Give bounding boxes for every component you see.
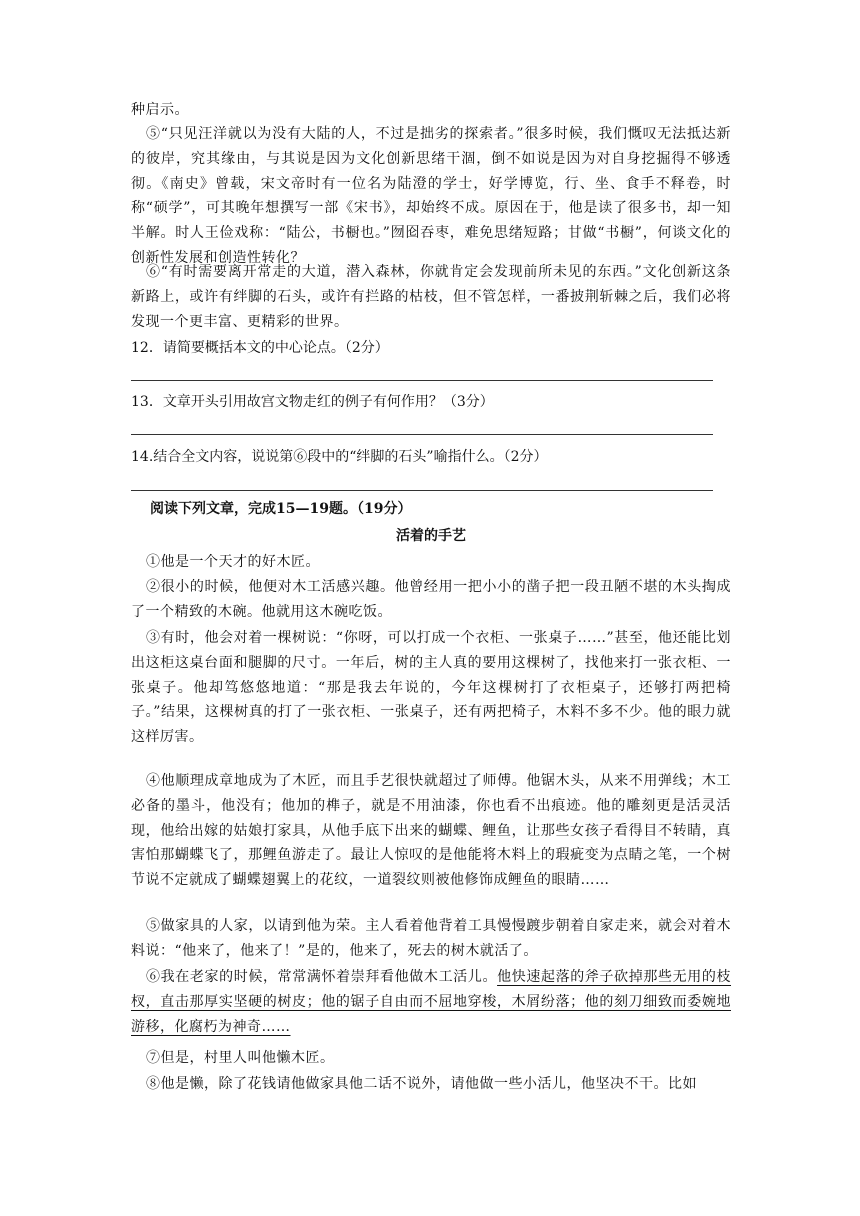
passage1-paragraph-6: ⑥“有时需要离开常走的大道，潜入森林，你就肯定会发现前所未见的东西。”文化创新这条新路上，或许有绊脚的石头，或许有拦路的枯枝，但不管怎样，一番披荆斩棘之后，我们必将发现一个更丰富、更精彩的世界。	[131, 264, 731, 330]
article-paragraph-3: ③有时，他会对着一棵树说：“你呀，可以打成一个衣柜、一张桌子……”甚至，他还能比划出这柜这桌台面和腿脚的尺寸。一年后，树的主人真的要用这棵树了，找他来打一张衣柜、一张桌子。他却笃悠悠地道：“那是我去年说的，今年这棵树打了衣柜桌子，还够打两把椅子。”结果，这棵树真的打了一张衣柜、一张桌子，还有两把椅子，木料不多不少。他的眼力就这样厉害。	[131, 630, 731, 746]
question-14: 14.结合全文内容，说说第⑥段中的“绊脚的石头”喻指什么。（2分）	[131, 449, 548, 465]
article-paragraph-5: ⑤做家具的人家，以请到他为荣。主人看着他背着工具慢慢踱步朝着自家走来，就会对着木料说：“他来了，他来了！”是的，他来了，死去的树木就活了。	[131, 918, 731, 959]
article-paragraph-8: ⑧他是懒，除了花钱请他做家具他二话不说外，请他做一些小活儿，他坚决不干。比如	[146, 1076, 697, 1092]
answer-line-14[interactable]	[131, 490, 713, 491]
paragraph-6-underlined: 他快速起落的斧子砍掉那些无用的枝杈，直击那厚实坚硬的树皮；他的锯子自由而不屈地穿梭，木屑纷落；他的刻刀细致而委婉地游移，化腐朽为神奇……	[131, 969, 732, 1035]
article-paragraph-6	[131, 965, 731, 1039]
passage1-paragraph-5: ⑤“只见汪洋就以为没有大陆的人，不过是拙劣的探索者。”很多时候，我们慨叹无法抵达新的彼岸，究其缘由，与其说是因为文化创新思绪干涸，倒不如说是因为对自身挖掘得不够透彻。《南史》曾载，宋文帝时有一位名为陆澄的学士，好学博览，行、坐、食手不释卷，时称“硕学”，可其晚年想撰写一部《宋书》，却始终不成。原因在于，他是读了很多书，却一知半解。时人王俭戏称：“陆公，书橱也。”囫囵吞枣，难免思绪短路；甘做“书橱”，何谈文化的创新性发展和创造性转化？	[131, 126, 731, 266]
answer-line-12[interactable]	[131, 380, 713, 381]
article-paragraph-2: ②很小的时候，他便对木工活感兴趣。他曾经用一把小小的凿子把一段丑陋不堪的木头掏成了一个精致的木碗。他就用这木碗吃饭。	[131, 579, 731, 620]
article-paragraph-4: ④他顺理成章地成为了木匠，而且手艺很快就超过了师傅。他锯木头，从来不用弹线；木工必备的墨斗，他没有；他加的榫子，就是不用油漆，你也看不出痕迹。他的雕刻更是活灵活现，他给出嫁的姑娘打家具，从他手底下出来的蝴蝶、鲤鱼，让那些女孩子看得目不转睛，真害怕那蝴蝶飞了，那鲤鱼游走了。最让人惊叹的是他能将木料上的瑕疵变为点睛之笔，一个树节说不定就成了蝴蝶翅翼上的花纹，一道裂纹则被他修饰成鲤鱼的眼睛……	[131, 773, 731, 889]
answer-line-13[interactable]	[131, 434, 713, 435]
article-paragraph-7: ⑦但是，村里人叫他懒木匠。	[146, 1050, 335, 1066]
section-instruction: 阅读下列文章，完成15—19题。（19分）	[150, 501, 412, 517]
passage1-paragraph-end: 种启示。	[131, 102, 189, 118]
article-paragraph-1: ①他是一个天才的好木匠。	[146, 554, 320, 570]
article-title: 活着的手艺	[396, 528, 466, 544]
paragraph-6-plain: ⑥我在老家的时候，常常满怀着崇拜看他做木工活儿。	[146, 969, 498, 985]
question-12: 12．请简要概括本文的中心论点。（2分）	[131, 340, 389, 356]
question-13: 13．文章开头引用故宫文物走红的例子有何作用？（3分）	[131, 394, 494, 410]
